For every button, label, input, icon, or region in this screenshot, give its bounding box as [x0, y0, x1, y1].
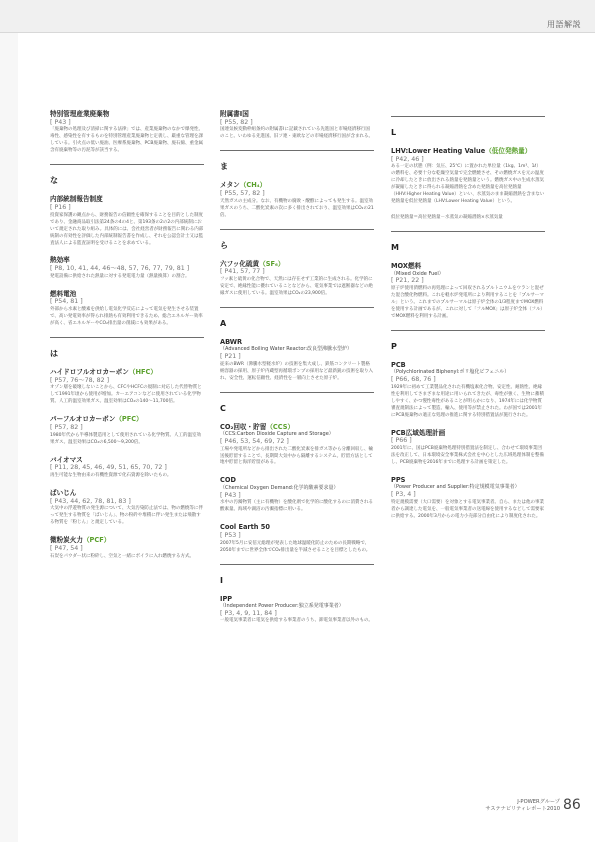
entry-description: 「廃棄物の処理及び清掃に関する法律」では、産業廃棄物のなかで爆発性、毒性、感染性を有するものを特別管理産業廃棄物と定義し、厳重な管理を課している。引火点の低い廃油、医療系廃棄物、PCB廃棄物、廃石綿、重金属含有廃棄物等の汚泥等が該当する。 — [50, 127, 203, 154]
entry-term-line — [50, 536, 204, 545]
section-letter: L — [391, 128, 397, 137]
entry-term: 内部統制報告制度 — [50, 195, 103, 204]
entry-description: 投資家保護の観点から、財務報告の信頼性を確保することを目的とした制度であり、金融商品取引法第24条の4の4と、第193条の2の2の内部統制において規定された取り組み。具体的には、会社経営者が財務報告に関わる内部統制の有効性を評価した内部統制報告書を作成し、それを公認会計士又は監査法人による監査証明を受けることを求めている。 — [50, 212, 204, 246]
glossary-entry — [391, 147, 545, 206]
glossary-entry — [391, 429, 545, 467]
glossary-entry — [220, 476, 374, 514]
entry-term: MOX燃料 — [391, 262, 422, 271]
header-bar — [0, 0, 595, 32]
entry-term: PCB広域処理計画 — [391, 428, 446, 437]
entry-description: 2001年に、国はPCB廃棄物処理特別措置法を制定し、合わせて環境事業団法を改正して、日本環境安全事業株式会社を中心とした広域処理体制を整備し、PCB廃棄物を2016年までに処理する計画を策定した。 — [391, 445, 544, 465]
entry-term: PCB — [391, 360, 406, 369]
glossary-entry — [50, 256, 204, 280]
entry-term-line — [220, 260, 374, 269]
entry-page-reference: [ P46, 53, 54, 69, 72 ] — [220, 437, 289, 445]
entry-description: 再生可能な生物由来の有機性資源で化石資源を除いたもの。 — [50, 473, 172, 479]
section-letter: P — [391, 341, 397, 351]
entry-abbreviation: （CH₄） — [239, 181, 267, 190]
entry-page-reference: [ P43 ] — [50, 118, 71, 126]
entry-term-line — [220, 423, 374, 432]
glossary-entry — [50, 415, 204, 446]
section-heading — [220, 564, 374, 587]
entry-term-line — [50, 489, 204, 498]
entry-term-line — [220, 523, 374, 532]
entry-term: パーフルオロカーボン — [50, 415, 116, 424]
entry-abbreviation: （PCF） — [82, 536, 111, 545]
section-heading — [391, 330, 545, 353]
glossary-entry — [50, 489, 204, 527]
entry-page-reference: [ P43 ] — [220, 491, 241, 499]
footer-report-title: サステナビリティレポート2010 — [485, 806, 560, 813]
section-letter: C — [220, 403, 226, 413]
entry-page-reference: [ P3, 4, 9, 11, 84 ] — [220, 609, 277, 617]
entry-term-line — [391, 147, 545, 156]
section-heading — [391, 231, 545, 254]
entry-description: 工場や発電所などから排出された二酸化炭素を排ガス等から分離回収し、輸送後貯留することで、長期間大気中から隔離するシステム。貯留方法として地中貯留と海洋貯留がある。 — [220, 446, 373, 466]
entry-description: フッ素と硫黄の化合物で、天然には存在せず工業的に生成される。化学的に安定で、絶縁性能に優れていることなどから、電気事業では遮断器などの絶縁ガスに使用している。温室効果はCO₂の23,900倍。 — [220, 276, 373, 296]
glossary-entry — [50, 110, 204, 155]
entry-term: 特別管理産業廃棄物 — [50, 110, 110, 118]
glossary-entry — [391, 215, 545, 222]
entry-full-name: （Chemical Oxygen Demand:化学的酸素要求量） — [220, 485, 339, 491]
side-strip — [0, 33, 18, 842]
section-heading — [220, 392, 374, 415]
glossary-entry — [50, 536, 204, 560]
entry-description: 天然ガスの主成分。なお、有機物の腐敗・醗酵によっても発生する。温室効果ガスのうち、二酸化炭素の次に多く排出されており、温室効果はCO₂の21倍。 — [220, 198, 374, 218]
entry-abbreviation: （PFC） — [115, 415, 143, 424]
entry-page-reference: [ P66, 68, 76 ] — [391, 375, 436, 383]
glossary-entry — [50, 456, 204, 480]
glossary-entry — [220, 338, 374, 383]
entry-term: LHV:Lower Heating Value — [391, 147, 486, 155]
entry-term-line — [50, 195, 204, 204]
section-heading — [220, 229, 374, 252]
entry-term-line — [391, 262, 545, 271]
section-heading — [391, 116, 545, 139]
entry-term: 附属書Ⅰ国 — [220, 110, 249, 118]
entry-term: ばいじん — [50, 489, 77, 498]
section-heading — [50, 337, 204, 360]
glossary-entry — [220, 423, 374, 468]
entry-page-reference: [ P54, 81 ] — [50, 298, 83, 306]
glossary-entry — [50, 368, 204, 406]
entry-full-name: （CCS:Carbon Dioxide Capture and Storage） — [220, 431, 334, 438]
glossary-entry — [220, 595, 374, 626]
entry-page-reference: [ P3, 4 ] — [391, 490, 416, 498]
section-letter: ら — [220, 240, 228, 250]
entry-description: 国連気候変動枠組条約の附属書Ⅰに記載されている先進国と市場経済移行国のこと。いわゆる先進国。旧ソ連・東欧などの市場経済移行国が含まれる。 — [220, 127, 373, 140]
glossary-entry — [50, 290, 204, 328]
entry-term-line — [391, 429, 545, 438]
entry-abbreviation: （SF₆） — [259, 259, 285, 268]
entry-term: ハイドロフルオロカーボン — [50, 368, 129, 377]
entry-page-reference: [ P57, 82 ] — [50, 423, 83, 431]
entry-page-reference: [ P8, 10, 41, 44, 46〜48, 57, 76, 77, 79, 81 ] — [50, 265, 190, 273]
entry-description: 低位発熱量＝高位発熱量－水蒸気の凝縮潜熱×水蒸気量 — [391, 215, 503, 221]
glossary-entry — [220, 523, 374, 554]
entry-abbreviation: （HFC） — [128, 368, 157, 377]
entry-page-reference: [ P55, 82 ] — [220, 118, 253, 126]
entry-page-reference: [ P16 ] — [50, 203, 71, 211]
section-letter: I — [220, 575, 223, 585]
entry-term-line — [220, 595, 374, 604]
entry-term-line — [220, 476, 374, 485]
entry-term: IPP — [220, 594, 233, 603]
entry-description: 原子炉使用済燃料の再処理によって回収されるプルトニウムをウランと混ぜた混合酸化物燃料。これを軽水炉発電所により利用することを「プルサーマル」という。これまでのプルサーマルは原子炉全体の1/3程度までMOX燃料を使用する計画であるが、これに対して「フルMOX」は原子炉全体（フル）でMOX燃料を利用する計画。 — [391, 286, 545, 319]
entry-description: 従来のBWR（沸騰水型軽水炉）の技術を集大成し、鉄筋コンクリート製格納容器の採用、原子炉内蔵型再循環ポンプの採用など最新鋭の技術を取り入れ、安全性、運転信頼性、経済性を一層向上させた原子炉。 — [220, 361, 373, 381]
entry-description: ある一定の状態（例：気圧、25℃）に置かれた単位量（1kg、1m³、1ℓ）の燃料を、必要十分な乾燥空気量で完全燃焼させ、その燃焼ガスを元の温度に冷却したときに放出される熱量を発熱量という。燃焼ガス中の生成水蒸気が凝縮したときに得られる凝縮潜熱を含めた発熱量を高位発熱量（HHV:Higher Heating Value）といい、水蒸気のまま凝縮潜熱を含まない発熱量を低位発熱量（LHV:Lower Heating Value）という。 — [391, 164, 545, 205]
entry-abbreviation: （CCS） — [266, 422, 295, 431]
entry-term-line — [220, 110, 374, 119]
entry-term: 六フッ化硫黄 — [220, 259, 260, 268]
glossary-column-2 — [220, 110, 374, 634]
entry-page-reference: [ P47, 54 ] — [50, 544, 83, 552]
glossary-entry — [220, 110, 374, 141]
entry-description: オゾン層を破壊しないことから、CFCやHCFCの規制に対応した代替物質として1991年頃から使用が増加。カーエアコンなどに使用されている化学物質。人工的温室効果ガス。温室効果はCO₂の140〜11,700倍。 — [50, 385, 202, 405]
entry-term-line — [220, 181, 374, 190]
section-heading — [50, 164, 204, 187]
entry-page-reference: [ P43, 44, 62, 78, 81, 83 ] — [50, 497, 131, 505]
entry-description: 石炭をパウダー状に粉砕し、空気と一緒にボイラに入れ燃焼する方式。 — [50, 553, 194, 559]
entry-term: 燃料電池 — [50, 289, 77, 298]
entry-page-reference: [ P11, 28, 45, 46, 49, 51, 65, 70, 72 ] — [50, 464, 167, 472]
entry-full-name: （Polychlorinated Biphenyl:ポリ塩化ビフェニル） — [391, 369, 510, 376]
glossary-entry — [391, 262, 545, 321]
entry-term-line — [50, 256, 204, 265]
glossary-column-3 — [391, 110, 545, 530]
glossary-column-1 — [50, 110, 204, 570]
entry-description: 外部から水素と酸素を供給し電気化学反応によって電気を発生させる装置で、高い発電効率が得られ排熱も有効利用できるため、総合エネルギー効率が高く、省エネルギーやCO₂排出量の削減にも効果がある。 — [50, 307, 203, 327]
entry-page-reference: [ P66 ] — [391, 437, 412, 445]
entry-full-name: （Independent Power Producer:独立系発電事業者） — [220, 603, 344, 610]
entry-page-reference: [ P57, 76〜78, 82 ] — [50, 376, 110, 384]
footer-company: J-POWERグループ — [517, 799, 560, 805]
entry-term: COD — [220, 476, 236, 485]
header-divider — [0, 32, 595, 33]
entry-description: 1980年代から半導体製造用として使用されている化学物質。人工的温室効果ガス。温室効果はCO₂の6,500〜9,200倍。 — [50, 432, 201, 445]
section-letter: は — [50, 349, 58, 359]
section-heading — [220, 150, 374, 173]
entry-term: メタン — [220, 181, 240, 190]
entry-description: 特定規模需要（大口需要）を対象とする電気事業者。自ら、または他の事業者から調達した電気を、一般電気事業者の送電線を使用するなどして需要家に供給する。2000年3月からの電力小売部分自由化により制度化された。 — [391, 499, 544, 519]
entry-term: バイオマス — [50, 455, 83, 464]
entry-page-reference: [ P21 ] — [220, 352, 241, 360]
section-letter: な — [50, 176, 58, 186]
entry-term: CO₂回収・貯留 — [220, 422, 267, 431]
entry-term: 微粉炭火力 — [50, 536, 83, 545]
entry-page-reference: [ P42, 46 ] — [391, 155, 424, 163]
entry-term: ABWR — [220, 337, 243, 346]
entry-page-reference: [ P55, 57, 82 ] — [220, 189, 265, 197]
glossary-entry — [50, 195, 204, 247]
entry-full-name: （Power Producer and Supplier:特定規模電気事業者） — [391, 484, 520, 491]
entry-term-line — [50, 415, 204, 424]
section-letter: A — [220, 318, 227, 328]
footer-brand — [478, 799, 560, 814]
entry-term: PPS — [391, 475, 406, 484]
entry-term-line — [50, 110, 204, 119]
entry-term-line — [50, 290, 204, 299]
entry-abbreviation: （低位発熱量） — [485, 147, 532, 155]
entry-description: 水中の汚濁物質（主に有機物）を酸化剤で化学的に酸化するのに消費される酸素量。海域や湖沼の汚濁指標に用いる。 — [220, 500, 373, 513]
section-letter: M — [391, 243, 399, 253]
entry-description: 大気中の浮遊物質の発生源について、大気汚染防止法では、物の燃焼等に伴って発生する物質を「ばいじん」、物の粉砕や堆積に伴い発生または飛散する物質を「粉じん」と規定している。 — [50, 506, 203, 526]
entry-page-reference: [ P41, 57, 77 ] — [220, 268, 265, 276]
entry-term: 熱効率 — [50, 256, 70, 265]
entry-term-line — [50, 368, 204, 377]
entry-term: Cool Earth 50 — [220, 523, 270, 532]
entry-page-reference: [ P53 ] — [220, 531, 241, 539]
entry-description: 2007年5月に安倍元総理が発表した地球温暖化防止のための長期戦略で、2050年までに世界全体でCO₂排出量を半減させることを目標としたもの。 — [220, 540, 371, 553]
entry-description: 1929年に初めて工業製品化された有機塩素化合物。安定性、耐熱性、絶縁性を利用してさまざまな用途に用いられてきたが、毒性が強く、生物に蓄積しやすく、かつ慢性毒性があることが明らかになり、1974年には化学物質審査規制法によって製造、輸入、使用等が禁止された。わが国では2001年にPCB廃棄物の適正な処理の推進に関する特別措置法が施行された。 — [391, 384, 544, 418]
glossary-entry — [220, 181, 374, 219]
entry-full-name: （Mixed Oxide Fuel） — [391, 270, 444, 277]
section-heading — [220, 307, 374, 330]
section-label: 用語解説 — [547, 20, 581, 29]
section-letter: ま — [220, 162, 228, 172]
entry-page-reference: [ P21, 22 ] — [391, 277, 424, 285]
entry-full-name: （Advanced Boiling Water Reactor:改良型沸騰水型炉） — [220, 346, 353, 353]
entry-description: 一般電気事業者に電気を供給する事業者のうち、卸電気事業者以外のもの。 — [220, 618, 373, 624]
entry-term-line — [50, 456, 204, 465]
entry-description: 発電設備に供給された熱量に対する発電電力量（熱量換算）の割合。 — [50, 273, 190, 279]
glossary-entry — [220, 260, 374, 298]
glossary-entry — [391, 476, 545, 521]
glossary-entry — [391, 361, 545, 420]
page-number: 86 — [563, 797, 581, 813]
